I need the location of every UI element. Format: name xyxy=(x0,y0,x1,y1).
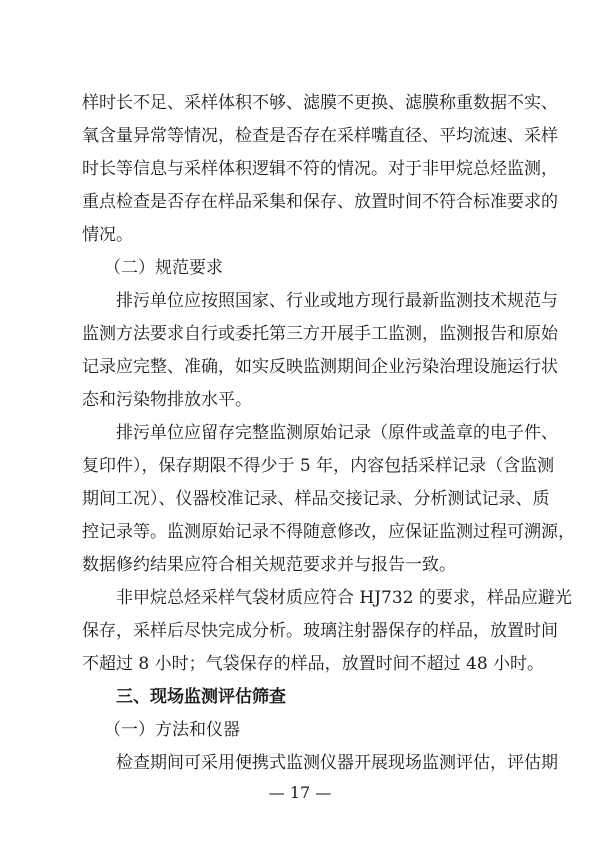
section-heading-onsite-screening: 三、现场监测评估筛查 xyxy=(116,687,286,707)
paragraph-1-line-4: 重点检查是否存在样品采集和保存、放置时间不符合标准要求的 xyxy=(82,192,558,212)
paragraph-1-line-2: 氧含量异常等情况，检查是否存在采样嘴直径、平均流速、采样 xyxy=(82,126,558,146)
subheading-norm-requirements: （二）规范要求 xyxy=(104,258,223,278)
paragraph-2-line-3: 记录应完整、准确，如实反映监测期间企业污染治理设施运行状 xyxy=(82,357,558,377)
subheading-methods-instruments: （一）方法和仪器 xyxy=(104,720,240,740)
paragraph-3-line-4: 控记录等。监测原始记录不得随意修改，应保证监测过程可溯源， xyxy=(82,522,575,542)
paragraph-5-line-1: 检查期间可采用便携式监测仪器开展现场监测评估，评估期 xyxy=(116,753,558,773)
paragraph-2-line-1: 排污单位应按照国家、行业或地方现行最新监测技术规范与 xyxy=(116,291,558,311)
paragraph-2-line-4: 态和污染物排放水平。 xyxy=(82,390,252,410)
paragraph-1-line-3: 时长等信息与采样体积逻辑不符的情况。对于非甲烷总烃监测， xyxy=(82,159,558,179)
paragraph-4-line-1: 非甲烷总烃采样气袋材质应符合 HJ732 的要求，样品应避光 xyxy=(116,588,572,608)
paragraph-1-line-5: 情况。 xyxy=(82,225,133,245)
paragraph-4-line-3: 不超过 8 小时；气袋保存的样品，放置时间不超过 48 小时。 xyxy=(82,654,545,674)
paragraph-3-line-2: 复印件），保存期限不得少于 5 年，内容包括采样记录（含监测 xyxy=(82,456,555,476)
page-number: — 17 — xyxy=(268,783,332,802)
paragraph-3-line-5: 数据修约结果应符合相关规范要求并与报告一致。 xyxy=(82,555,456,575)
paragraph-3-line-3: 期间工况）、仪器校准记录、样品交接记录、分析测试记录、质 xyxy=(82,489,550,509)
paragraph-2-line-2: 监测方法要求自行或委托第三方开展手工监测，监测报告和原始 xyxy=(82,324,558,344)
paragraph-4-line-2: 保存，采样后尽快完成分析。玻璃注射器保存的样品，放置时间 xyxy=(82,621,558,641)
paragraph-1-line-1: 样时长不足、采样体积不够、滤膜不更换、滤膜称重数据不实、 xyxy=(82,93,558,113)
paragraph-3-line-1: 排污单位应留存完整监测原始记录（原件或盖章的电子件、 xyxy=(116,423,558,443)
